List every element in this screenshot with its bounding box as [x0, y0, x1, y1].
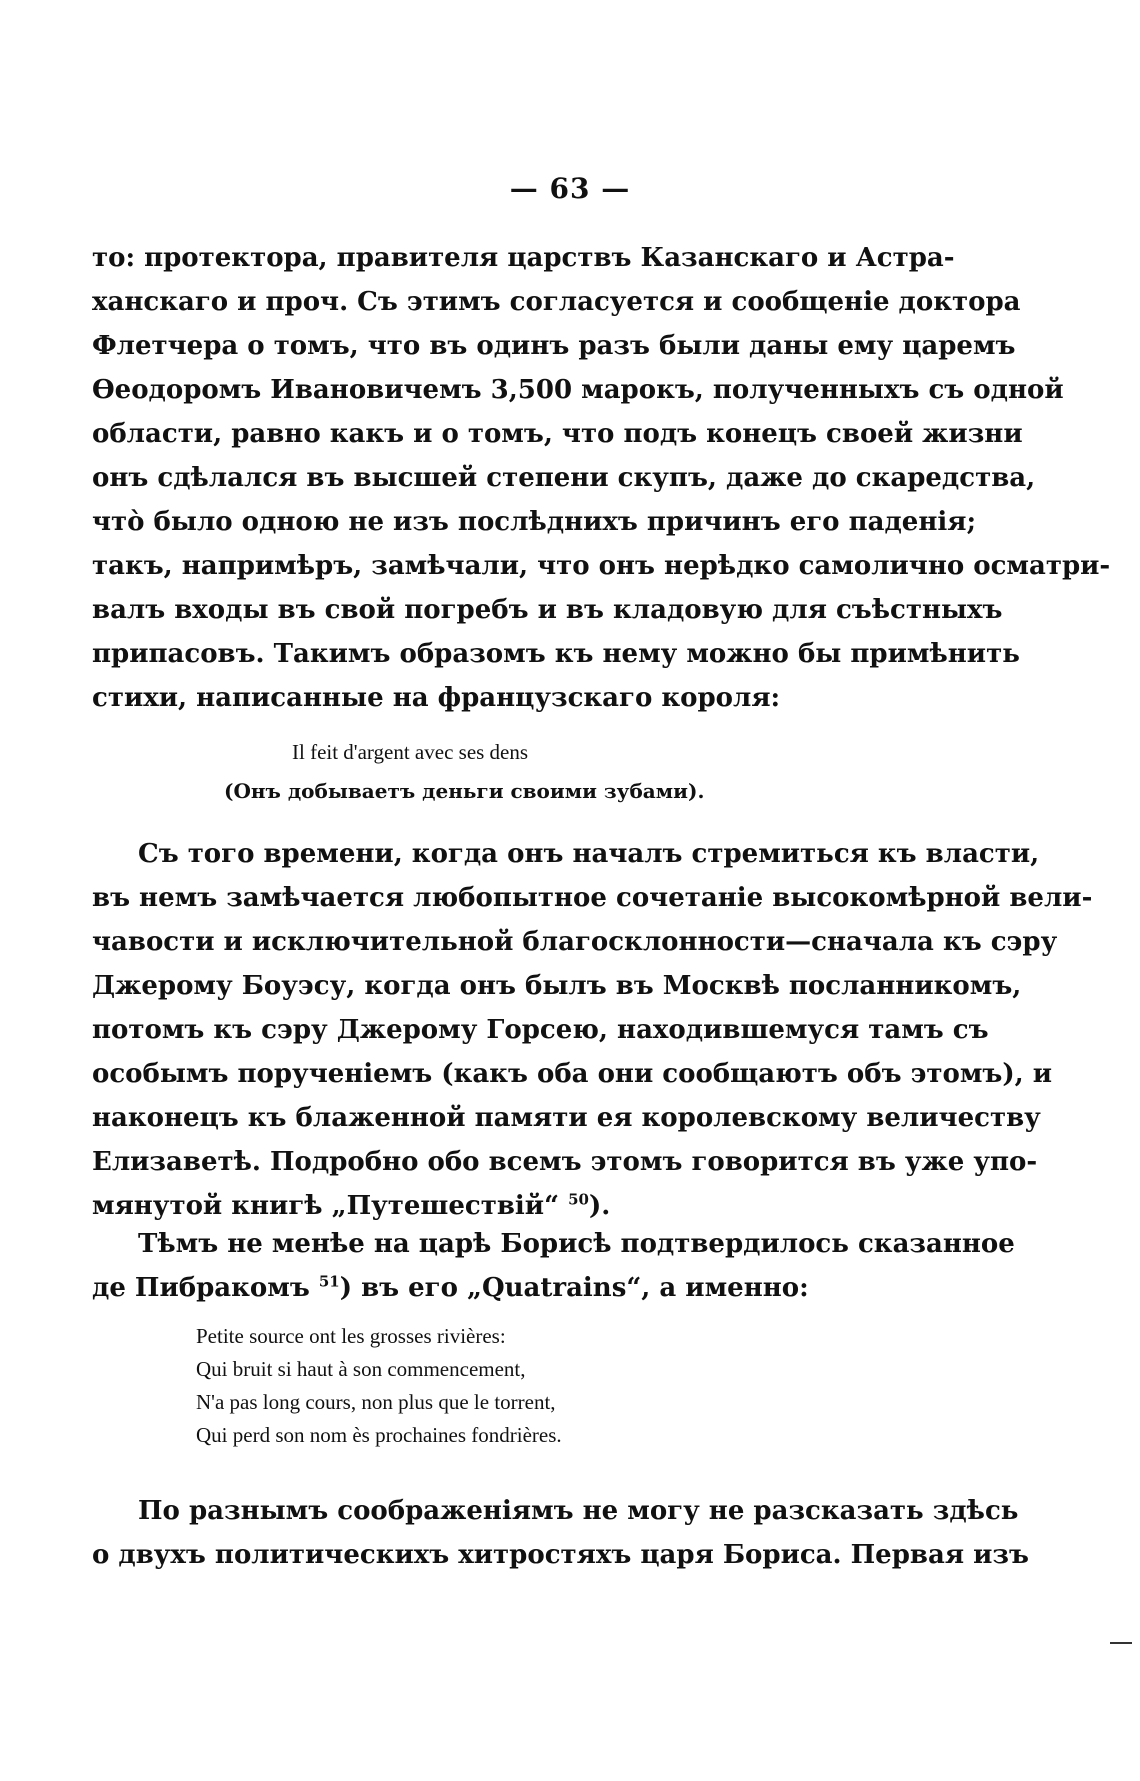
paragraph-1	[92, 236, 1111, 720]
text-line: Өеодоромъ Ивановичемъ 3,500 марокъ, полученныхъ съ одной	[92, 375, 1064, 405]
text-line: то: протектора, правителя царствъ Казанскаго и Астра-	[92, 243, 955, 273]
text-line: особымъ порученіемъ (какъ оба они сообщаютъ объ этомъ), и	[92, 1059, 1053, 1089]
text-line: Съ того времени, когда онъ началъ стремиться къ власти,	[138, 839, 1040, 869]
text-line: Джерому Боуэсу, когда онъ былъ въ Москвѣ посланникомъ,	[92, 971, 1022, 1001]
text-line: наконецъ къ блаженной памяти ея королевскому величеству	[92, 1103, 1041, 1133]
text-line: что̀ было одною не изъ послѣднихъ причинъ его паденія;	[92, 507, 977, 537]
quote-translation: (Онъ добываетъ деньги своими зубами).	[224, 779, 705, 803]
text-segment: ) въ его „Quatrains“, а именно:	[339, 1273, 809, 1303]
text-line: Тѣмъ не менѣе на царѣ Борисѣ подтвердилось сказанное	[138, 1229, 1015, 1259]
french-quote: Il feit d'argent avec ses dens	[292, 740, 529, 764]
verse-quatrain	[196, 1320, 562, 1452]
paragraph-4	[92, 1489, 1029, 1577]
text-line: области, равно какъ и о томъ, что подъ конецъ своей жизни	[92, 419, 1023, 449]
text-line: припасовъ. Такимъ образомъ къ нему можно бы примѣнить	[92, 639, 1020, 669]
verse-line: Qui perd son nom ès prochaines fondrières.	[196, 1423, 562, 1447]
text-line: ханскаго и проч. Съ этимъ согласуется и сообщеніе доктора	[92, 287, 1021, 317]
text-line: чавости и исключительной благосклонности—сначала къ сэру	[92, 927, 1058, 957]
text-line: въ немъ замѣчается любопытное сочетаніе высокомѣрной вели-	[92, 883, 1093, 913]
text-line: о двухъ политическихъ хитростяхъ царя Бориса. Первая изъ	[92, 1540, 1029, 1570]
verse-line: Petite source ont les grosses rivières:	[196, 1324, 506, 1348]
text-line: потомъ къ сэру Джерому Горсею, находившемуся тамъ съ	[92, 1015, 989, 1045]
page-number: — 63 —	[509, 172, 631, 205]
text-line: такъ, напримѣръ, замѣчали, что онъ нерѣдко самолично осматри-	[92, 551, 1111, 581]
footnote-ref: 51	[318, 1272, 340, 1291]
text-segment: ).	[588, 1191, 611, 1221]
paragraph-2	[92, 832, 1093, 1228]
verse-line: N'a pas long cours, non plus que le torrent,	[196, 1390, 556, 1414]
text-line: онъ сдѣлался въ высшей степени скупъ, даже до скаредства,	[92, 463, 1036, 493]
text-segment: мянутой книгѣ „Путешествій“	[92, 1191, 560, 1221]
text-segment: де Пибракомъ	[92, 1273, 310, 1303]
text-line: стихи, написанные на французскаго короля:	[92, 683, 781, 713]
margin-mark	[1110, 1642, 1132, 1644]
text-line	[92, 1266, 884, 1310]
text-line: Флетчера о томъ, что въ одинъ разъ были даны ему царемъ	[92, 331, 1016, 361]
verse-line: Qui bruit si haut à son commencement,	[196, 1357, 526, 1381]
footnote-ref: 50	[568, 1190, 589, 1209]
text-line: По разнымъ соображеніямъ не могу не разсказать здѣсь	[138, 1496, 1019, 1526]
text-line: Елизаветѣ. Подробно обо всемъ этомъ говорится въ уже упо-	[92, 1147, 1038, 1177]
text-line: валъ входы въ свой погребъ и въ кладовую для съѣстныхъ	[92, 595, 1003, 625]
paragraph-3	[92, 1222, 1015, 1310]
